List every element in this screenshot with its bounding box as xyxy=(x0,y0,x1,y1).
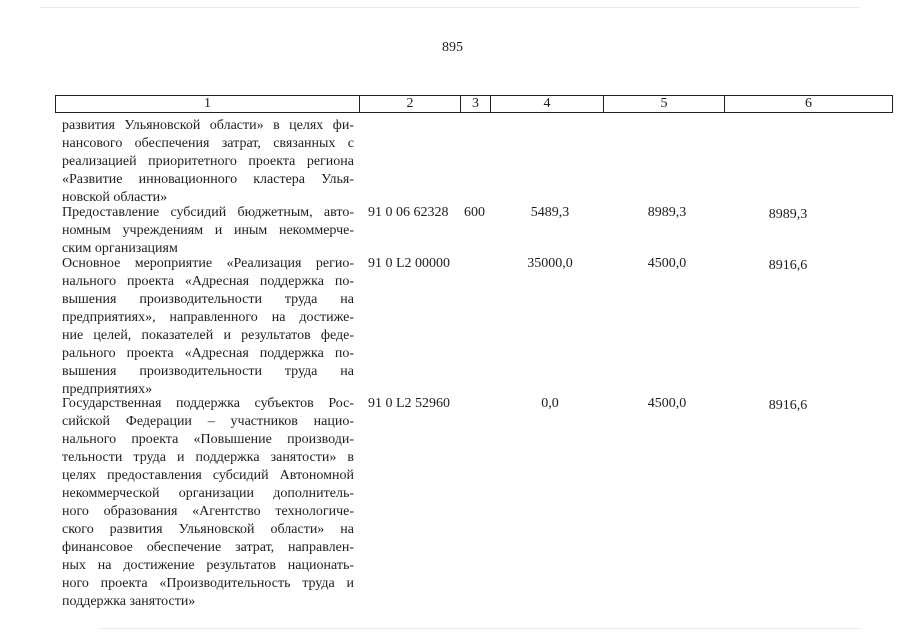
header-col-5: 5 xyxy=(604,96,725,112)
row-value-6: 8916,6 xyxy=(768,258,808,273)
header-col-1: 1 xyxy=(56,96,360,112)
row-code: 91 0 L2 00000 xyxy=(368,256,451,271)
desc-line: номным учреждениям и иным некоммерче- xyxy=(62,223,354,238)
desc-line: ного образования «Агентство технологиче- xyxy=(62,504,354,519)
row-description xyxy=(62,255,354,399)
desc-line: Предоставление субсидий бюджетным, авто- xyxy=(62,205,354,220)
row-value-4: 5489,3 xyxy=(530,205,570,220)
desc-line: предприятиях», направленного на достиже- xyxy=(62,310,354,325)
row-code: 91 0 06 62328 xyxy=(368,205,449,220)
row-vr: 600 xyxy=(464,205,485,220)
row-value-5: 8989,3 xyxy=(647,205,687,220)
scan-speck xyxy=(40,7,860,8)
desc-line: ных на достижение результатов национать- xyxy=(62,558,354,573)
desc-line: нального проекта «Адресная поддержка по- xyxy=(62,274,354,289)
header-col-6: 6 xyxy=(805,96,812,111)
row-value-5: 4500,0 xyxy=(647,256,687,271)
row-value-6: 8989,3 xyxy=(768,207,808,222)
row-value-4: 35000,0 xyxy=(527,256,573,271)
desc-line: ским организациям xyxy=(62,241,178,256)
desc-line: Основное мероприятие «Реализация регио- xyxy=(62,256,354,271)
desc-line: рального проекта «Адресная поддержка по- xyxy=(62,346,354,361)
row-code: 91 0 L2 52960 xyxy=(368,396,451,411)
desc-line: тельности труда и поддержка занятости» в xyxy=(62,450,354,465)
desc-line: ние целей, показателей и результатов феде- xyxy=(62,328,354,343)
desc-line: реализацией приоритетного проекта региона xyxy=(62,154,354,169)
desc-line: «Развитие инновационного кластера Улья- xyxy=(62,172,354,187)
desc-line: вышения производительности труда на xyxy=(62,292,354,307)
page-number: 895 xyxy=(442,40,463,55)
row-value-6: 8916,6 xyxy=(768,398,808,413)
desc-line: сийской Федерации – участников нацио- xyxy=(62,414,354,429)
desc-line: нального проекта «Повышение производи- xyxy=(62,432,354,447)
row-description xyxy=(62,204,354,258)
desc-line: поддержка занятости» xyxy=(62,594,196,609)
desc-line: ского развития Ульяновской области» на xyxy=(62,522,354,537)
desc-line: финансовое обеспечение затрат, направлен- xyxy=(62,540,354,555)
desc-line: развития Ульяновской области» в целях фи- xyxy=(62,118,354,133)
header-col-4: 4 xyxy=(491,96,604,112)
table-header-row xyxy=(55,95,893,113)
desc-line: некоммерческой организации дополнитель- xyxy=(62,486,354,501)
desc-line: новской области» xyxy=(62,190,168,205)
header-col-3: 3 xyxy=(461,96,491,112)
row-description xyxy=(62,117,354,207)
header-col-2: 2 xyxy=(360,96,461,112)
desc-line: целях предоставления субсидий Автономной xyxy=(62,468,354,483)
row-value-4: 0,0 xyxy=(541,396,559,411)
desc-line: Государственная поддержка субъектов Рос- xyxy=(62,396,354,411)
scan-speck xyxy=(100,628,860,629)
row-value-5: 4500,0 xyxy=(647,396,687,411)
desc-line: предприятиях» xyxy=(62,382,153,397)
desc-line: нансового обеспечения затрат, связанных с xyxy=(62,136,354,151)
desc-line: ного проекта «Производительность труда и xyxy=(62,576,354,591)
row-description xyxy=(62,395,354,611)
desc-line: вышения производительности труда на xyxy=(62,364,354,379)
